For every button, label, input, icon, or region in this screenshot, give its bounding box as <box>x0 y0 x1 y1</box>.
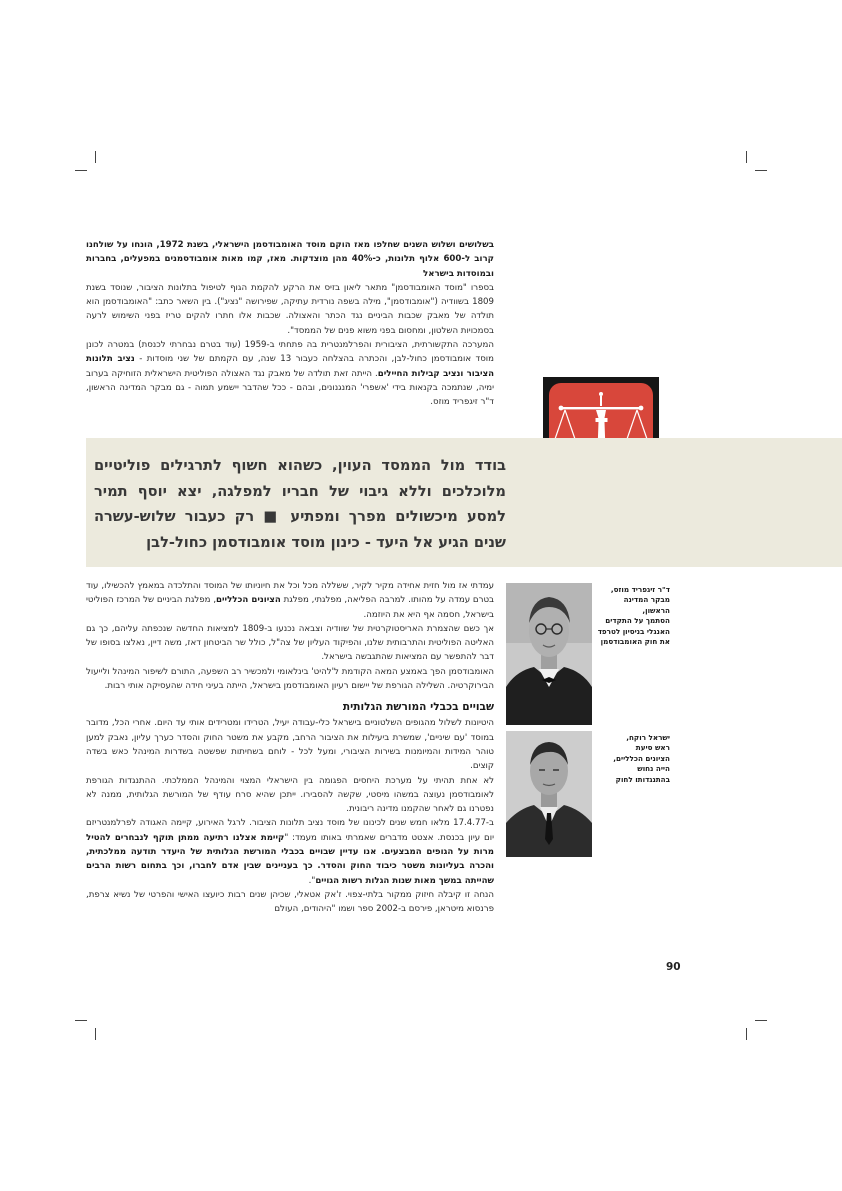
intro-paragraph: המערכה התקשורתית, הציבורית והפרלמנטרית בה פתחתי ב-1959 (עוד בטרם נבחרתי לכנסת) במטרה לכונן מוסד אומבודסמן כחול-לבן, והכתרה בהצלחה כעבור 13 שנה, עם הקמתם של שני מוסדות - נציב תלונות הציבור ונציב קבילות החיילים. הייתה זאת תולדה של מאבק נגד האצולה הפוליטית הישראלית הזוחיקה בערוב ימיה, שנתמכה בקנאות בידי 'אשפרי' המנגנונים, ובהם - ככל שהדבר יישמע תמוה - גם מבקר המדינה הראשון, ד"ר זיגפריד מוזס. <box>86 340 495 408</box>
body-paragraph: ב-17.4.77 מלאו חמש שנים לכינונו של מוסד נציב תלונות הציבור. לרגל האירוע, קיימה האגודה לפרלמנטריזם יום עיון בכנסת. אצטט מדברים שאמרתי באותו מעמד: "קיימת אצלנו רתיעה ממתן תוקף לנבחרים להטיל מרות על הגופים המבצעים. אנו עדיין שבויים בכבלי המורשת הגלותית של היעדר תודעה ממלכתית, והכרה בעליונות משטר כיבוד החוק והסדר. כך בעניינים שבין אדם לחברו, וכך בתחום רשות הרבים שהייתה במשך מאות שנות הגלות רשות הגויים". <box>86 818 494 886</box>
portrait-photo-rokach <box>506 731 592 857</box>
crop-mark <box>75 1020 87 1021</box>
body-paragraph: עמדתי אז מול חזית אחידה מקיר לקיר, ששללה מכל וכל את חיוניותו של המוסד והתלכדה במאמץ להכשילו, עוד בטרם עמדה על מהותו. למרבה הפליאה, מפלגתי, מפלגת הציונים הכלליים, מפלגת הביניים של המרכז הפוליטי בישראל, חסמה אף היא את היוזמה. <box>86 581 494 620</box>
body-paragraph: אך כשם שהצמרת האריסטוקרטית של שוודיה וצבאה נכנעו ב-1809 למציאות החדשה שנכפתה עליהם, כך גם האליטה הפוליטית והתרבותית שלנו, והפיקוד העליון של צה"ל, כולל שר הביטחון דאז, משה דיין, נאלצו בסופו של דבר להתפשר עם המציאות שהתגבשה בישראל. <box>86 623 494 663</box>
crop-mark <box>746 151 747 163</box>
section-heading: שבויים בכבלי המורשת הגלותית <box>342 701 494 714</box>
pull-quote-band <box>86 438 842 567</box>
body-paragraph: האומבודסמן הפך באמצע המאה הקודמת ל'להיט' בינלאומי ולמכשיר רב השפעה, התורם לשיפור המינהל ולייעול הבירוקרטיה. השלילה הגורפת של יישום רעיון האומבודסמן בישראל, הייתה בעיני חידה שהעסיקה אותי רבות. <box>86 666 494 692</box>
crop-mark <box>755 170 767 171</box>
crop-mark <box>95 1028 96 1040</box>
body-paragraph: לא אחת תהיתי על מערכת היחסים הפגומה בין הישראלי המצוי והמינהל הממלכתי. ההתנגדות הגורפת לאומבודסמן נעוצה במשהו מיסטי, שקשה להסבירו. ייתכן שהיא סרח עודף של המורשת הגלותית, ממנה לא נפטרנו גם לאחר שהקמנו מדינה ריבונית. <box>86 775 494 815</box>
intro-bold-phrase: נציב תלונות הציבור ונציב קבילות החיילים <box>86 354 495 379</box>
page-number: 90 <box>666 961 681 973</box>
portrait-photo-moses <box>506 583 592 725</box>
photo-caption-moses: ד"ר זיגפריד מוזס, מבקר המדינה הראשון, הסתמך על התקדים האנגלי בניסיון לטרפד את חוק האומבודסמן <box>597 585 670 647</box>
intro-lead: בשלושים ושלוש השנים שחלפו מאז הוקם מוסד האומבודסמן הישראלי, בשנת 1972, הונחו על שולחנו קרוב ל-600 אלוף תלונות, כ-40% מהן מוצדקות. מאז, קמו מאות אומבודסמנים במפעלים, בחברות ובמוסדות בישראל <box>86 240 494 279</box>
photo-caption-rokach: ישראל רוקח, ראש סיעת הציונים הכלליים, הייה נחוש בהתנגדותו לחוק <box>613 733 670 784</box>
body-bold-quote: קיימת אצלנו רתיעה ממתן תוקף לנבחרים להטיל מרות על הגופים המבצעים. אנו עדיין שבויים בכבלי המורשת הגלותית של היעדר תודעה ממלכתית, והכרה בעליונות משטר כיבוד החוק והסדר. כך בעניינים שבין אדם לחברו, וכך בתחום רשות הרבים שהייתה במשך מאות שנות הגלות רשות הגויים <box>86 832 494 886</box>
article-body <box>86 579 494 917</box>
crop-mark <box>746 1028 747 1040</box>
crop-mark <box>95 151 96 163</box>
pull-quote-text: בודד מול הממסד העוין, כשהוא חשוף לתרגילים פוליטיים מלוכלכים וללא גיבוי של חבריו למפלגה, יצא יוסף תמיר למסע מיכשולים מפרך ומפתיע ■ רק כעבור שלוש-עשרה שנים הגיע אל היעד - כינון מוסד אומבודסמן כחול-לבן <box>94 457 506 551</box>
body-paragraph: היטיונות לשלול מהגופים השלטוניים בישראל כלי-עבודה יעיל, הטרידו ומטרידים אותי עד היום. אחרי הכל, מדובר במוסד 'עם שיניים', שמשרת ביעילות את הציבור הרחב, מקבע את משטר החוק והסדר כערך עליון, נאבק למען טוהר המידות והמיומנות בשירות הציבורי, ומעל לכל - לוחם בשחיתות שפשטה בשדרות המינהל כאש בשדה קוצים. <box>86 718 494 772</box>
body-paragraph: הנחה זו קיבלה חיזוק ממקור בלתי-צפוי. ז'אק אטאלי, שכיהן שנים רבות כיועצו האישי והפרטי של נשיא צרפת, פרנסוא מיטראן, פירסם ב-2002 ספר ושמו "היהודים, העולם <box>86 889 494 915</box>
crop-mark <box>75 170 87 171</box>
intro-paragraph: בספרו "מוסד האומבודסמן" מתאר ליאון בזיס את הרקע להקמת הגוף לטיפול בתלונות הציבור, שנוסד בשנת 1809 בשוודיה ("אומבודסמן", מילה בשפה נורדית עתיקה, שפירושה "נציג"). בין השאר כתב: "האומבודסמן הוא תולדה של מאבק שכבות הביניים נגד הכתר והאצולה. שכבות אלו חתרו להקים טריז בפני השימוש לרעה בסמכויות השלטון, ומחסום בפני משוא פנים של הממסד". <box>86 282 494 336</box>
body-bold-phrase: הציונים הכלליים <box>216 595 281 606</box>
intro-section <box>86 238 494 410</box>
crop-mark <box>755 1020 767 1021</box>
